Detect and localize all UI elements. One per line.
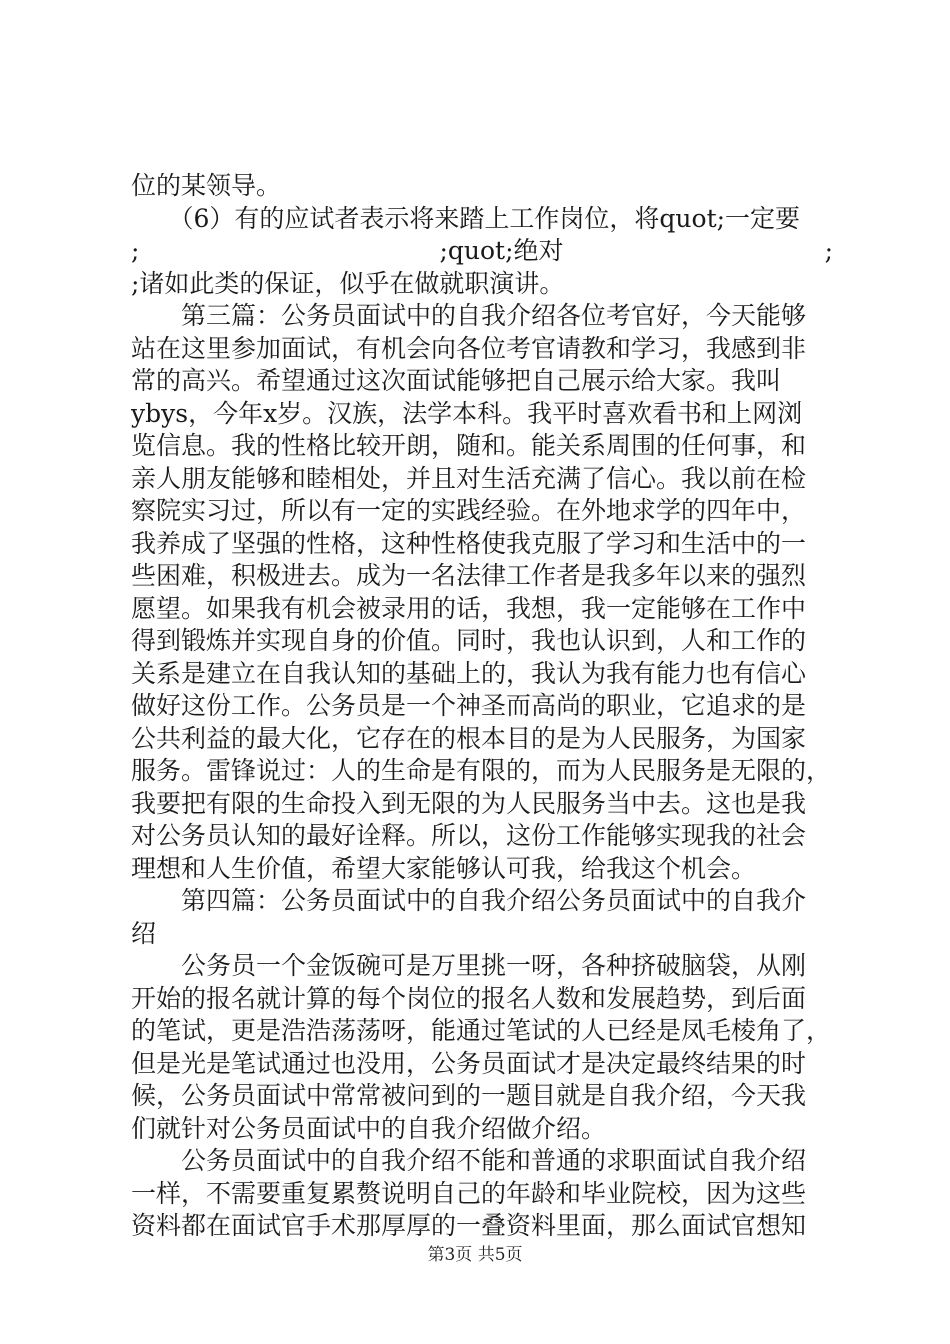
text-line: ybys，今年x岁。汉族，法学本科。我平时喜欢看书和上网浏	[131, 398, 803, 428]
text-line: 一样，不需要重复累赘说明自己的年龄和毕业院校，因为这些	[131, 1178, 807, 1208]
text-line-spaced	[131, 235, 833, 268]
text-fragment-left: ;	[131, 236, 140, 265]
text-line: 公务员一个金饭碗可是万里挑一呀，各种挤破脑袋，从刚	[131, 951, 807, 980]
text-line: 关系是建立在自我认知的基础上的，我认为我有能力也有信心	[131, 658, 807, 688]
page-number-footer: 第3页 共5页	[427, 1245, 523, 1265]
text-line: 做好这份工作。公务员是一个神圣而高尚的职业，它追求的是	[131, 691, 807, 720]
text-line: 服务。雷锋说过：人的生命是有限的，而为人民服务是无限的，	[131, 756, 832, 785]
text-line: 览信息。我的性格比较开朗，随和。能关系周围的任何事，和	[131, 431, 807, 460]
text-line: 第四篇：公务员面试中的自我介绍公务员面试中的自我介	[131, 886, 807, 915]
text-line: ;诸如此类的保证，似乎在做就职演讲。	[131, 268, 565, 298]
text-line: 察院实习过，所以有一定的实践经验。在外地求学的四年中，	[131, 496, 807, 525]
text-line: 公务员面试中的自我介绍不能和普通的求职面试自我介绍	[131, 1146, 807, 1175]
text-line: 们就针对公务员面试中的自我介绍做介绍。	[131, 1113, 607, 1143]
text-line: 愿望。如果我有机会被录用的话，我想，我一定能够在工作中	[131, 593, 807, 623]
text-fragment-right: ;	[824, 236, 833, 265]
body-text	[131, 170, 833, 1243]
text-line: 候，公务员面试中常常被问到的一题目就是自我介绍，今天我	[131, 1081, 807, 1110]
text-fragment-middle: ;quot;绝对	[439, 236, 564, 265]
text-line: 开始的报名就计算的每个岗位的报名人数和发展趋势，到后面	[131, 983, 807, 1013]
text-line: （6）有的应试者表示将来踏上工作岗位，将quot;一定要	[131, 203, 801, 233]
text-line: 理想和人生价值，希望大家能够认可我，给我这个机会。	[131, 853, 757, 883]
text-line: 第三篇：公务员面试中的自我介绍各位考官好，今天能够	[131, 301, 807, 330]
text-line: 亲人朋友能够和睦相处，并且对生活充满了信心。我以前在检	[131, 463, 807, 493]
text-line: 绍	[131, 918, 157, 948]
text-line: 得到锻炼并实现自身的价值。同时，我也认识到，人和工作的	[131, 626, 807, 655]
text-line: 位的某领导。	[131, 171, 282, 200]
text-line: 公共利益的最大化，它存在的根本目的是为人民服务，为国家	[131, 723, 807, 753]
text-line: 站在这里参加面试，有机会向各位考官请教和学习，我感到非	[131, 333, 807, 363]
text-line: 对公务员认知的最好诠释。所以，这份工作能够实现我的社会	[131, 821, 807, 850]
text-line: 但是光是笔试通过也没用，公务员面试才是决定最终结果的时	[131, 1048, 807, 1078]
text-line: 些困难，积极进去。成为一名法律工作者是我多年以来的强烈	[131, 561, 807, 590]
text-line: 资料都在面试官手术那厚厚的一叠资料里面，那么面试官想知	[131, 1211, 807, 1240]
text-line: 常的高兴。希望通过这次面试能够把自己展示给大家。我叫	[131, 366, 782, 395]
text-line: 我要把有限的生命投入到无限的为人民服务当中去。这也是我	[131, 788, 807, 818]
text-line: 我养成了坚强的性格，这种性格使我克服了学习和生活中的一	[131, 528, 807, 558]
text-line: 的笔试，更是浩浩荡荡呀，能通过笔试的人已经是凤毛棱角了，	[131, 1016, 832, 1045]
